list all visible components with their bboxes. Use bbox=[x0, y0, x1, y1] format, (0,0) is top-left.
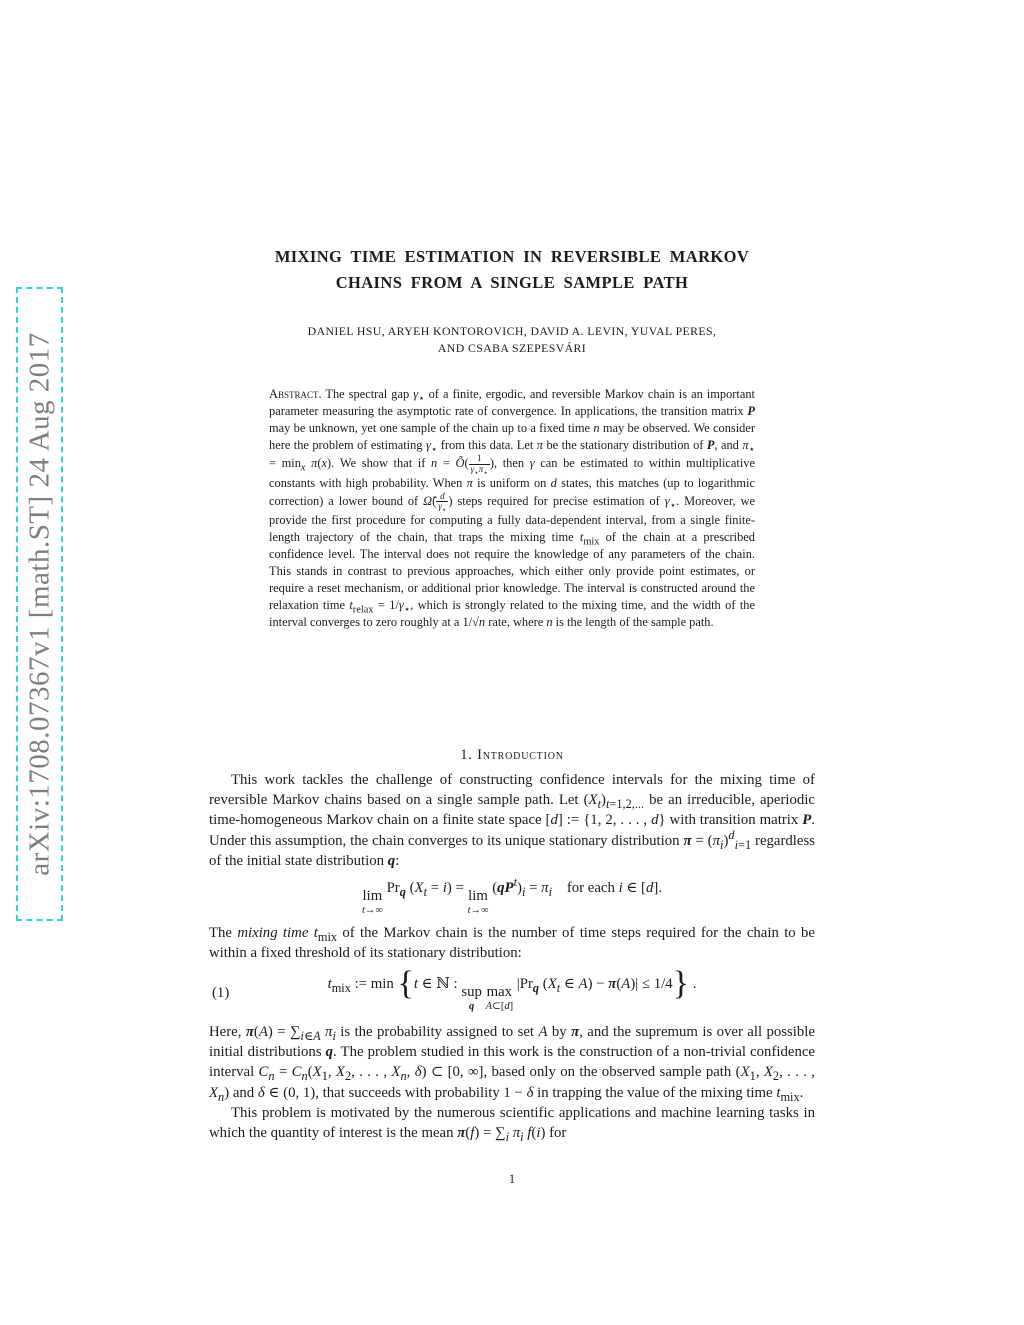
paragraph-4: This problem is motivated by the numerous scientific applications and machine learning tasks in which the quantity of interest is the mean $\pi(f) = \sum_i$ $\pi_i$ f(i) for bbox=[209, 1104, 815, 1144]
paper-title-line2: CHAINS FROM A SINGLE SAMPLE PATH bbox=[335, 273, 689, 292]
equation-1-number: (1) bbox=[212, 984, 230, 1001]
arxiv-watermark-box bbox=[16, 287, 63, 921]
display-equation-stationary: lim t→∞ $Pr_q$ $(X_t = i)$ = lim t→∞ $(qP^t)_i = \pi_i$ for each i ∈ [d]. bbox=[361, 875, 663, 916]
paper-title-line1: MIXING TIME ESTIMATION IN REVERSIBLE MARKOV bbox=[274, 247, 750, 266]
paragraph-3: Here, $\pi(A) = \sum_{i\in A}$ $\pi_i$ is the probability assigned to set A by π, and the supremum is over all possible initial distributions q. The problem studied in this work is the construction of a non-trivial confidence interval $C_n = C_n(X_1$, $X_2$, . . . , $X_n$, δ) ⊂ [0, ∞], based only on the observed sample path ($X_1$, $X_2$, . . . , $X_n$) and δ ∈ (0, 1), that succeeds with probability 1 − δ in trapping the value of the mixing time $t_{mix}$. bbox=[209, 1023, 815, 1104]
paragraph-2: The mixing time $t_{mix}$ of the Markov chain is the number of time steps required for the chain to be within a fixed threshold of its stationary distribution: bbox=[209, 924, 815, 961]
paragraph-1: This work tackles the challenge of constructing confidence intervals for the mixing time of reversible Markov chains based on a single sample path. Let $(X_t)_{t=1,2,...}$ be an irreducible, aperiodic time-homogeneous Markov chain on a finite state space [d] := {1, 2, . . . , d} with transition matrix P. Under this assumption, the chain converges to its unique stationary distribution $\pi = (\pi_i)^d_{i=1}$ regardless of the initial state distribution q: bbox=[209, 772, 816, 869]
equation-1-formula: $t_{mix}$ := min {t ∈ ℕ : sup q max A⊂[d] $|Pr_q$ ($X_t$ ∈ A) − π(A)| ≤ 1/4} . bbox=[327, 964, 697, 1012]
page-number: 1 bbox=[508, 1172, 516, 1186]
authors-line1: DANIEL HSU, ARYEH KONTOROVICH, DAVID A. LEVIN, YUVAL PERES, bbox=[307, 324, 717, 338]
paper-authors bbox=[0, 323, 1024, 357]
equation-1-row bbox=[209, 964, 815, 1013]
body-text bbox=[209, 770, 815, 1143]
section-heading-introduction: 1. Introduction bbox=[460, 747, 564, 763]
authors-line2: AND CSABA SZEPESVÁRI bbox=[437, 341, 587, 355]
paper-title bbox=[0, 244, 1024, 296]
abstract-block: Abstract. The spectral gap $\gamma_⋆$ of a finite, ergodic, and reversible Markov chain is an important parameter measuring the asymptotic rate of convergence. In applications, the transition matrix P may be unknown, yet one sample of the chain up to a fixed time n may be observed. We consider here the problem of estimating $\gamma_⋆$ from this data. Let π be the stationary distribution of P, and $\pi_⋆ = \min_x \pi(x)$. We show that if n = Õ( $\frac{1}{\gamma_⋆\pi_⋆}$ ), then γ can be estimated to within multiplicative constants with high probability. When π is uniform on d states, this matches (up to logarithmic correction) a lower bound of Ω̃( $\frac{d}{\gamma_⋆}$ ) steps required for precise estimation of $\gamma_⋆$. Moreover, we provide the first procedure for computing a fully data-dependent interval, from a single finite-length trajectory of the chain, that traps the mixing time $t_{mix}$ of the chain at a prescribed confidence level. The interval does not require the knowledge of any parameters of the chain. This stands in contrast to previous approaches, which either only provide point estimates, or require a reset mechanism, or additional prior knowledge. The interval is constructed around the relaxation time $t_{relax} = 1/\gamma_⋆$, which is strongly related to the mixing time, and the width of the interval converges to zero roughly at a 1/√n rate, where n is the length of the sample path. bbox=[269, 387, 756, 630]
arxiv-watermark-text: arXiv:1708.07367v1 [math.ST] 24 Aug 2017 bbox=[23, 332, 55, 876]
